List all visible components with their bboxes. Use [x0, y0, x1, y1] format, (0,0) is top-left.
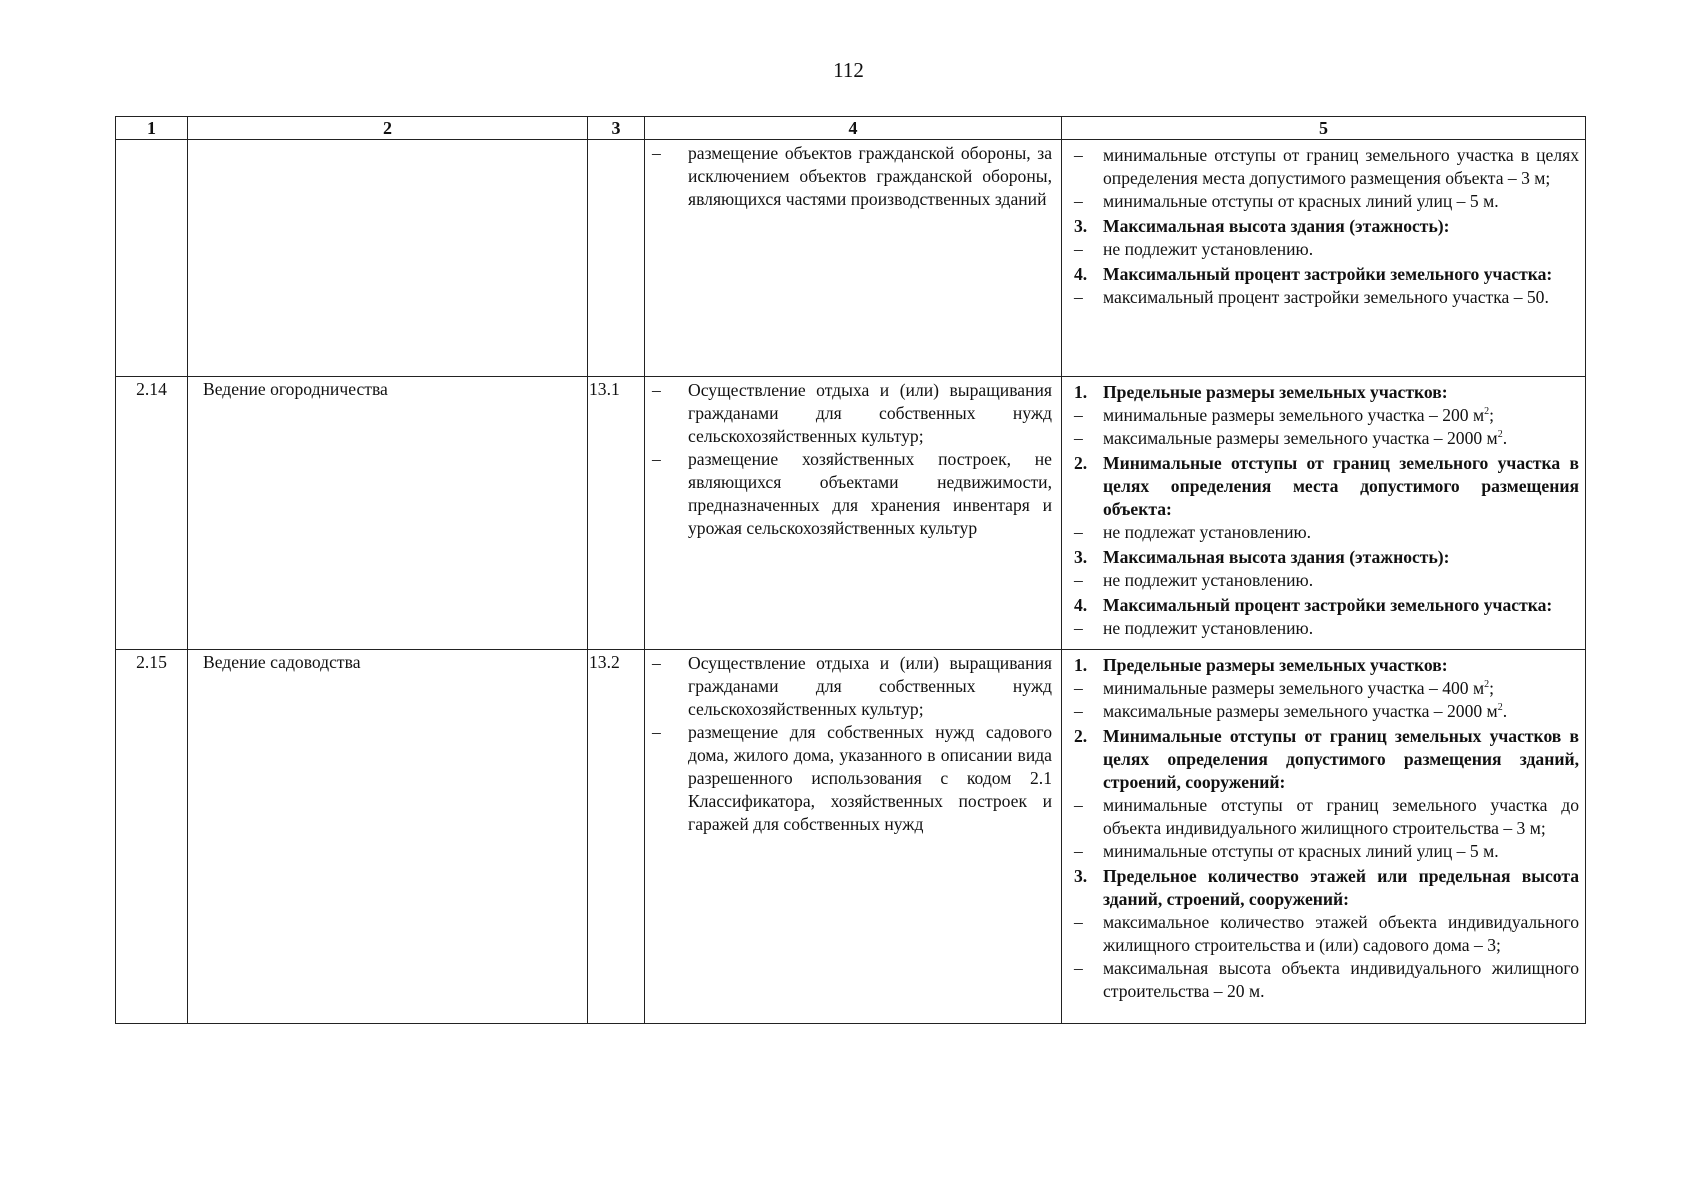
row-number: 2.15 — [116, 650, 188, 1024]
dash-bullet: – — [1074, 795, 1083, 815]
parameter-values — [1074, 144, 1579, 213]
list-item-text: размещение объектов гражданской обороны, за исключением объектов гражданской обороны, являющихся частями производственных зданий — [688, 143, 1052, 209]
parameter-heading — [1074, 452, 1579, 521]
dash-bullet: – — [1074, 191, 1083, 211]
table-row — [116, 650, 1586, 1024]
dash-bullet: – — [1074, 701, 1083, 721]
parameter-heading — [1074, 654, 1579, 677]
list-item — [652, 448, 1052, 540]
dash-bullet: – — [1074, 145, 1083, 165]
parameter-heading-text: Максимальный процент застройки земельного участка: — [1103, 264, 1553, 284]
list-item — [1074, 427, 1579, 450]
parameter-heading — [1074, 381, 1579, 404]
use-name — [188, 140, 588, 377]
parameter-values — [1074, 911, 1579, 1003]
list-item-text: Осуществление отдыха и (или) выращивания гражданами для собственных нужд сельскохозяйственных культур; — [688, 653, 1052, 719]
list-item — [652, 721, 1052, 836]
list-item — [1074, 840, 1579, 863]
construction-parameters — [1062, 377, 1586, 650]
parameter-heading-number: 2. — [1074, 726, 1088, 746]
list-item-text: не подлежит установлению. — [1103, 239, 1314, 259]
parameter-heading-number: 3. — [1074, 866, 1088, 886]
dash-bullet: – — [1074, 618, 1083, 638]
dash-bullet: – — [1074, 239, 1083, 259]
table-row — [116, 377, 1586, 650]
list-item-text: максимальная высота объекта индивидуального жилищного строительства – 20 м. — [1103, 958, 1579, 1001]
list-item — [1074, 569, 1579, 592]
parameter-values — [1074, 677, 1579, 723]
header-cell-3: 3 — [588, 117, 645, 140]
list-item-text: размещение для собственных нужд садового дома, жилого дома, указанного в описании вида разрешенного использования с кодом 2.1 Классификатора, хозяйственных построек и гаражей для собственных нужд — [688, 722, 1052, 834]
list-item — [1074, 911, 1579, 957]
list-item — [1074, 144, 1579, 190]
list-item — [1074, 286, 1579, 309]
use-code: 13.2 — [588, 650, 645, 1024]
parameter-values — [1074, 404, 1579, 450]
dash-bullet: – — [1074, 287, 1083, 307]
list-item — [1074, 190, 1579, 213]
use-name: Ведение садоводства — [188, 650, 588, 1024]
list-item — [1074, 404, 1579, 427]
list-item-text: минимальные отступы от красных линий улиц – 5 м. — [1103, 841, 1499, 861]
use-description — [645, 377, 1062, 650]
table-row — [116, 140, 1586, 377]
parameter-heading — [1074, 594, 1579, 617]
parameter-heading-number: 1. — [1074, 655, 1088, 675]
parameter-heading-text: Предельные размеры земельных участков: — [1103, 655, 1448, 675]
header-row — [116, 117, 1586, 140]
list-item — [1074, 794, 1579, 840]
parameter-heading-text: Максимальный процент застройки земельного участка: — [1103, 595, 1553, 615]
parameter-values — [1074, 238, 1579, 261]
parameter-values — [1074, 617, 1579, 640]
use-code — [588, 140, 645, 377]
parameter-block — [1074, 725, 1579, 863]
parameter-heading — [1074, 865, 1579, 911]
dash-bullet: – — [1074, 912, 1083, 932]
list-item — [1074, 617, 1579, 640]
dash-bullet: – — [1074, 958, 1083, 978]
zoning-table — [115, 116, 1586, 1024]
dash-bullet: – — [1074, 522, 1083, 542]
parameter-heading — [1074, 215, 1579, 238]
row-number: 2.14 — [116, 377, 188, 650]
parameter-block — [1074, 546, 1579, 592]
list-item-text: минимальные отступы от границ земельного участка до объекта индивидуального жилищного строительства – 3 м; — [1103, 795, 1579, 838]
parameter-block — [1074, 452, 1579, 544]
use-code: 13.1 — [588, 377, 645, 650]
parameter-heading-number: 4. — [1074, 595, 1088, 615]
dash-bullet: – — [1074, 678, 1083, 698]
list-item — [1074, 238, 1579, 261]
use-description-list — [652, 379, 1052, 540]
list-item-text: Осуществление отдыха и (или) выращивания гражданами для собственных нужд сельскохозяйственных культур; — [688, 380, 1052, 446]
list-item-text: максимальный процент застройки земельного участка – 50. — [1103, 287, 1549, 307]
parameter-values — [1074, 521, 1579, 544]
parameter-heading — [1074, 263, 1579, 286]
dash-bullet: – — [652, 380, 661, 400]
parameter-heading-text: Максимальная высота здания (этажность): — [1103, 216, 1450, 236]
parameter-heading-number: 1. — [1074, 382, 1088, 402]
list-item — [652, 142, 1052, 211]
parameter-values — [1074, 794, 1579, 863]
construction-parameters — [1062, 650, 1586, 1024]
parameter-heading — [1074, 546, 1579, 569]
row-number — [116, 140, 188, 377]
parameter-heading-number: 3. — [1074, 216, 1088, 236]
parameter-heading-text: Минимальные отступы от границ земельных участков в целях определения допустимого размещения зданий, строений, сооружений: — [1103, 726, 1579, 792]
parameter-block — [1074, 865, 1579, 1003]
parameter-block — [1074, 381, 1579, 450]
header-cell-1: 1 — [116, 117, 188, 140]
dash-bullet: – — [652, 722, 661, 742]
parameter-heading — [1074, 725, 1579, 794]
list-item-text: размещение хозяйственных построек, не являющихся объектами недвижимости, предназначенных для хранения инвентаря и урожая сельскохозяйственных культур — [688, 449, 1052, 538]
dash-bullet: – — [652, 143, 661, 163]
parameter-heading-text: Минимальные отступы от границ земельного участка в целях определения места допустимого размещения объекта: — [1103, 453, 1579, 519]
list-item-text: минимальные размеры земельного участка – 200 $м^2$; — [1103, 405, 1495, 425]
list-item-text: минимальные отступы от красных линий улиц – 5 м. — [1103, 191, 1499, 211]
list-item — [652, 652, 1052, 721]
dash-bullet: – — [1074, 841, 1083, 861]
dash-bullet: – — [652, 653, 661, 673]
list-item-text: минимальные размеры земельного участка – 400 $м^2$; — [1103, 678, 1495, 698]
use-description — [645, 650, 1062, 1024]
list-item-text: не подлежит установлению. — [1103, 570, 1314, 590]
list-item — [1074, 521, 1579, 544]
list-item-text: максимальное количество этажей объекта индивидуального жилищного строительства и (или) садового дома – 3; — [1103, 912, 1579, 955]
list-item-text: не подлежит установлению. — [1103, 618, 1314, 638]
dash-bullet: – — [1074, 570, 1083, 590]
dash-bullet: – — [1074, 405, 1083, 425]
parameter-block — [1074, 144, 1579, 213]
list-item — [1074, 700, 1579, 723]
dash-bullet: – — [1074, 428, 1083, 448]
list-item-text: минимальные отступы от границ земельного участка в целях определения места допустимого размещения объекта – 3 м; — [1103, 145, 1579, 188]
list-item — [1074, 957, 1579, 1003]
parameter-heading-text: Предельные размеры земельных участков: — [1103, 382, 1448, 402]
parameter-values — [1074, 569, 1579, 592]
parameter-block — [1074, 654, 1579, 723]
dash-bullet: – — [652, 449, 661, 469]
list-item — [652, 379, 1052, 448]
page-number: 112 — [833, 58, 864, 82]
list-item — [1074, 677, 1579, 700]
parameter-heading-number: 2. — [1074, 453, 1088, 473]
header-cell-5: 5 — [1062, 117, 1586, 140]
use-name: Ведение огородничества — [188, 377, 588, 650]
parameter-heading-number: 3. — [1074, 547, 1088, 567]
use-description — [645, 140, 1062, 377]
parameter-values — [1074, 286, 1579, 309]
parameter-heading-text: Максимальная высота здания (этажность): — [1103, 547, 1450, 567]
header-cell-4: 4 — [645, 117, 1062, 140]
use-description-list — [652, 652, 1052, 836]
use-description-list — [652, 142, 1052, 211]
parameter-block — [1074, 594, 1579, 640]
parameter-block — [1074, 263, 1579, 309]
list-item-text: максимальные размеры земельного участка – 2000 $м^2$. — [1103, 428, 1508, 448]
header-cell-2: 2 — [188, 117, 588, 140]
construction-parameters — [1062, 140, 1586, 377]
list-item-text: не подлежат установлению. — [1103, 522, 1312, 542]
list-item-text: максимальные размеры земельного участка – 2000 $м^2$. — [1103, 701, 1508, 721]
parameter-heading-text: Предельное количество этажей или предельная высота зданий, строений, сооружений: — [1103, 866, 1579, 909]
parameter-block — [1074, 215, 1579, 261]
parameter-heading-number: 4. — [1074, 264, 1088, 284]
